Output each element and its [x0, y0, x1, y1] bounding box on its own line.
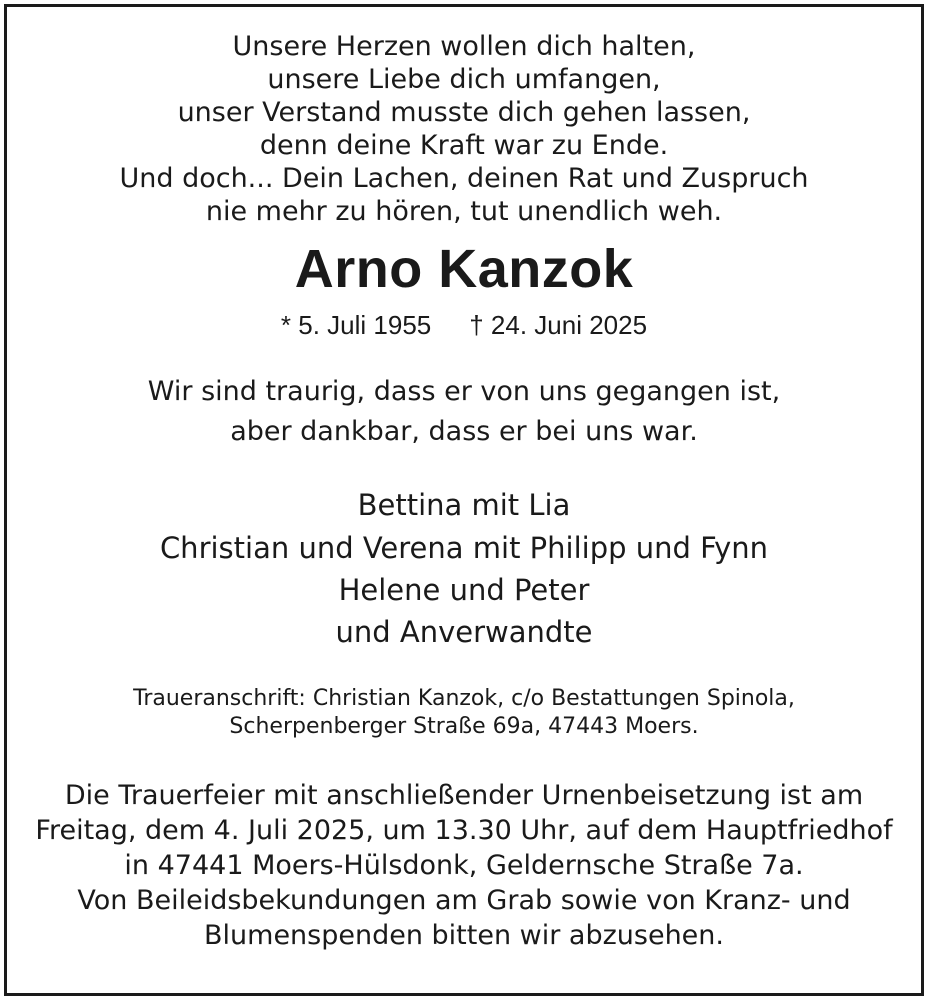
verse-line: aber dankbar, dass er bei uns war. [230, 416, 698, 447]
family-line: Bettina mit Lia [357, 488, 571, 522]
deceased-name: Arno Kanzok [294, 239, 634, 299]
poem-line: unser Verstand musste dich gehen lassen, [177, 97, 751, 128]
family-line: Christian und Verena mit Philipp und Fynn [159, 531, 769, 565]
birth-date: * 5. Juli 1955 [280, 310, 432, 340]
mourning-address-line: Scherpenberger Straße 69a, 47443 Moers. [229, 714, 699, 739]
funeral-info-line: Die Trauerfeier mit anschließender Urnenbeisetzung ist am [64, 780, 864, 811]
funeral-info-line: Von Beileidsbekundungen am Grab sowie von Kranz- und [77, 885, 851, 916]
funeral-info-line: in 47441 Moers-Hülsdonk, Geldernsche Straße 7a. [124, 850, 804, 881]
death-date: † 24. Juni 2025 [469, 310, 648, 340]
poem-line: Unsere Herzen wollen dich halten, [232, 31, 696, 62]
poem-line: Und doch... Dein Lachen, deinen Rat und Zuspruch [119, 163, 809, 194]
poem-line: nie mehr zu hören, tut unendlich weh. [205, 196, 723, 227]
family-line: und Anverwandte [335, 615, 593, 649]
funeral-info-line: Freitag, dem 4. Juli 2025, um 13.30 Uhr, auf dem Hauptfriedhof [35, 815, 893, 846]
verse-line: Wir sind traurig, dass er von uns gegangen ist, [147, 376, 781, 407]
poem-line: denn deine Kraft war zu Ende. [259, 130, 669, 161]
life-dates [0, 310, 928, 341]
funeral-info-line: Blumenspenden bitten wir abzusehen. [204, 920, 724, 951]
poem-line: unsere Liebe dich umfangen, [267, 64, 661, 95]
mourning-address-line: Traueranschrift: Christian Kanzok, c/o Bestattungen Spinola, [133, 686, 795, 711]
family-line: Helene und Peter [338, 573, 590, 607]
